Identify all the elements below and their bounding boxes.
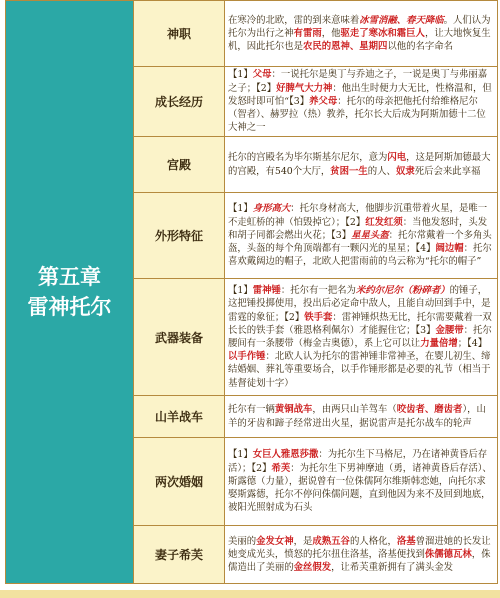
text-run: ：托尔喜欢戴阔边的帽子，北欧人把雷雨前的乌云称为“托尔的帽子” (228, 243, 492, 268)
text-run: ，是 (293, 535, 313, 547)
text-run: ：雷神锤炽热无比，托尔需要戴着一双长长的铁手套（雅恩格利佩尔）才能握住它；【3】 (228, 311, 492, 336)
row-label-appearance: 外形特征 (134, 193, 225, 279)
text-run: 的人格化， (349, 535, 397, 547)
highlighted-term: 父母 (252, 69, 272, 81)
highlighted-term: 驱走了寒冰和霜巨人 (340, 27, 425, 39)
text-run: 【1】 (228, 449, 253, 461)
text-run: ：北欧人认为托尔的雷神锤非常神圣，在婴儿初生、缔结婚姻、葬礼等重要场合，以手作锤形都是必要的礼节（相当于基督徒划十字） (228, 351, 491, 389)
text-run: ：当他发怒时，头发和胡子同都会燃出火花；【3】 (228, 216, 488, 241)
text-run: 以他的名字命名 (387, 41, 454, 53)
highlighted-term: 农民的恩神、星期四 (303, 41, 388, 53)
row-label-divine-role: 神职 (134, 1, 225, 67)
chapter-title-cell (6, 1, 134, 584)
text-run: ，让大地恢复生机，因此托尔也是 (228, 27, 491, 53)
highlighted-term: 侏儒德瓦林 (424, 548, 472, 560)
text-run: ：为托尔生下男神摩迪（勇，诸神黄昏后存活）、斯露德（力量），据说曾有一位侏儒阿尔维斯韩恋她，向托尔求娶斯露德，托尔不停问侏儒问题，直到他因为来不及回到地底，被阳光照射成为石头 (228, 462, 492, 514)
highlighted-term: 奴隶 (395, 165, 415, 177)
row-label-palace: 宫殿 (134, 137, 225, 193)
highlighted-term: 黄铜战车 (274, 404, 313, 416)
highlighted-term: 阔边帽 (435, 243, 464, 255)
text-run: 在寒冷的北欧，雷的到来意味着 (228, 14, 360, 26)
text-run: ，让希芙重新拥有了满头金发 (331, 562, 454, 574)
row-label-weapons: 武器装备 (134, 279, 225, 396)
highlighted-term: 铁手套 (304, 311, 333, 323)
highlighted-term: 成熟五谷 (312, 535, 350, 547)
row-text-divine-role (225, 1, 498, 67)
text-run: ；【4】 (457, 338, 488, 349)
text-run: 的人、 (367, 165, 396, 177)
row-label-marriages: 两次婚姻 (134, 438, 225, 526)
highlighted-term: 米约尔尼尔（粉碎者） (355, 285, 450, 297)
row-text-wife-sif (225, 526, 498, 584)
text-run: ：为托尔生下马格尼，乃在诸神黄昏后存活）；【2】 (228, 449, 488, 474)
text-run: ：托尔常戴着一个多角头盔，头盔的每个角顶端都有一颗闪光的星星；【4】 (228, 229, 492, 255)
highlighted-term: 好脾气大力神 (276, 82, 333, 94)
highlighted-term: 星星头盔 (351, 229, 389, 241)
text-run: ：托尔的母亲把他托付给维格尼尔（智者）、赫罗拉（热）教养，托尔长大后成为阿斯加德十二位大神之一 (228, 95, 486, 134)
chapter-number: 第五章 (38, 265, 101, 289)
highlighted-term: 贫困一生 (330, 165, 368, 177)
row-label-wife-sif: 妻子希芙 (134, 526, 225, 584)
text-run: 托尔有一辆 (228, 404, 275, 416)
text-run: ：一说托尔是奥丁与乔迪之子，一说是奥丁与弗丽嘉之子；【2】 (228, 69, 488, 94)
highlighted-term: 金腰带 (435, 324, 464, 336)
text-run: ，由两只山羊驾车（ (312, 404, 397, 416)
text-run: ：托尔身材高大，他脚步沉重带着火星，是唯一不走虹桥的神（怕毁掉它）；【2】 (228, 203, 488, 228)
highlighted-term: 洛基 (396, 535, 416, 547)
chapter-table (5, 0, 498, 584)
row-text-marriages (225, 438, 498, 526)
row-text-growth (225, 67, 498, 137)
text-run: 死后会来此享福 (414, 165, 481, 177)
highlighted-term: 红发红须 (365, 216, 403, 228)
highlighted-term: 养父母 (309, 95, 338, 107)
highlighted-term: 力量倍增 (420, 338, 458, 349)
text-run: ），山羊的牙齿和蹄子经常迸出火星，据说雷声是托尔战车的轮声 (228, 404, 486, 429)
row-text-goat-chariot (225, 396, 498, 438)
row-text-weapons (225, 279, 498, 396)
highlighted-term: 有雷雨 (293, 27, 322, 39)
highlighted-term: 金丝假发 (293, 562, 332, 574)
text-run: 【1】 (228, 285, 253, 297)
text-run: ：他出生时便力大无比，性格温和，但发怒时即可怕“【3】 (228, 82, 492, 107)
text-run: ：托尔腰间有一条腰带（梅金吉奥德），系上它可以让 (228, 324, 492, 349)
text-run: 。人们认为托尔为出行之神 (228, 14, 491, 39)
text-run: ，这是阿斯加德最大的宫殿，有540个大厅， (228, 152, 491, 177)
row-label-goat-chariot: 山羊战车 (134, 396, 225, 438)
text-run: 托尔的宫殿名为毕尔斯基尔尼尔，意为 (228, 152, 388, 164)
highlighted-term: 金发女神 (256, 535, 294, 547)
row-text-appearance (225, 193, 498, 279)
row-text-palace (225, 137, 498, 193)
text-run: ：托尔有一把名为 (280, 285, 356, 297)
highlighted-term: 希芙 (271, 462, 291, 474)
highlighted-term: 闪电 (387, 152, 407, 164)
highlighted-term: 女巨人雅恩莎撒 (252, 449, 319, 461)
bottom-border-band (0, 590, 500, 598)
text-run: ，侏儒造出了美丽的 (228, 548, 491, 574)
chapter-title: 雷神托尔 (27, 295, 112, 319)
highlighted-term: 以手作锤 (228, 351, 266, 363)
highlighted-term: 冰雪消融、春天降临 (359, 14, 444, 26)
text-run: 曾溜进她的长发让她变成光头，愤怒的托尔扭住洛基，洛基便找到 (228, 535, 491, 560)
highlighted-term: 身形高大 (252, 203, 291, 215)
text-run: 【1】 (228, 69, 253, 81)
row-label-growth: 成长经历 (134, 67, 225, 137)
highlighted-term: 雷神锤 (252, 285, 281, 297)
text-run: 的锤子，这把锤投掷使用，投出后必定命中敌人，且能自动回到手中，是雷霆的象征；【2】 (228, 285, 491, 323)
highlighted-term: 咬齿者、磨齿者 (396, 404, 463, 416)
text-run: 美丽的 (228, 535, 257, 547)
text-run: ，他 (321, 27, 341, 39)
text-run: 【1】 (228, 203, 253, 215)
